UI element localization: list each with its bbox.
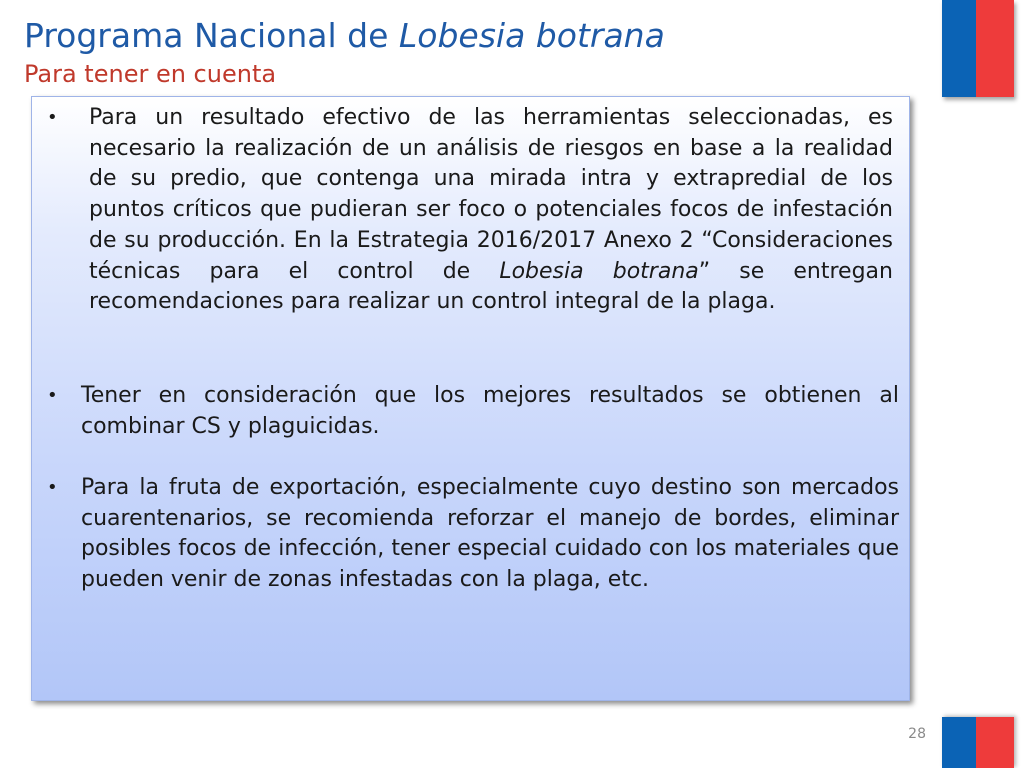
slide-title-italic: Lobesia botrana: [398, 16, 665, 55]
flag-stripe-red: [976, 717, 1014, 768]
bullet-symbol: •: [47, 385, 58, 406]
bullet-text-end: ” se entregan recomendaciones para realizar un control integral de la plaga.: [89, 258, 893, 315]
bullet-item: [47, 103, 893, 318]
flag-stripe-red: [976, 0, 1014, 97]
bullet-item: [47, 473, 899, 596]
slide-title-text: Programa Nacional de: [24, 16, 399, 55]
bullet-symbol: •: [47, 107, 58, 128]
page-number: 28: [908, 726, 926, 742]
bullet-text-italic: Lobesia botrana: [499, 258, 699, 284]
flag-stripe-blue: [942, 717, 976, 768]
flag-logo-bottom: [942, 717, 1014, 768]
bullet-symbol: •: [47, 477, 58, 498]
bullet-text: Tener en consideración que los mejores resultados se obtienen al combinar CS y plaguicidas.: [81, 383, 899, 439]
slide-subtitle: Para tener en cuenta: [24, 60, 277, 88]
flag-logo-top: [942, 0, 1014, 97]
flag-stripe-blue: [942, 0, 976, 97]
bullet-text: Para la fruta de exportación, especialmente cuyo destino son mercados cuarentenarios, se recomienda reforzar el manejo de bordes, eliminar posibles focos de infección, tener especial cuidado con los materiales que pueden venir de zonas infestadas con la plaga, etc.: [81, 475, 899, 593]
bullet-text: Para un resultado efectivo de las herramientas seleccionadas, es necesario la realización de un análisis de riesgos en base a la realidad de su predio, que contenga una mirada intra y extrapredial de los puntos críticos que pudieran ser foco o potenciales focos de infestación de su producción. En la Estrategia 2016/2017 Anexo 2 “Consideraciones técnicas para el control de: [89, 105, 893, 284]
content-box: [31, 96, 910, 701]
bullet-item: [47, 381, 899, 442]
slide-title: [24, 14, 665, 58]
